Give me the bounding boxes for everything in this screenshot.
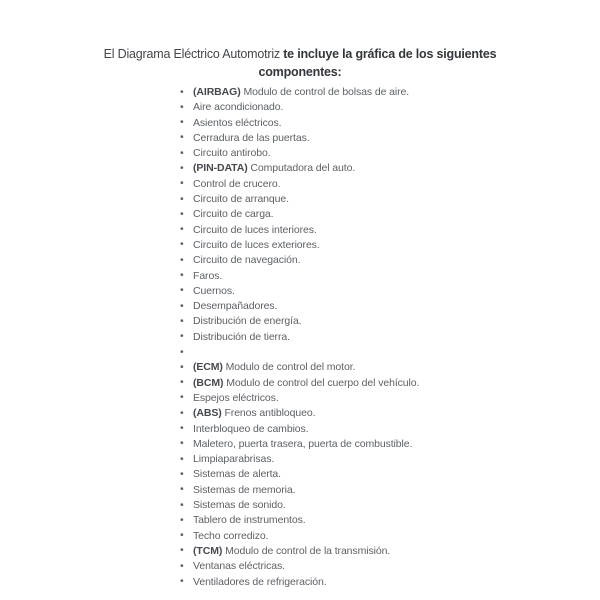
item-text: Espejos eléctricos. xyxy=(193,391,279,404)
item-text: Circuito antirobo. xyxy=(193,147,271,160)
item-text: Faros. xyxy=(193,269,223,282)
list-item xyxy=(180,131,600,146)
list-item xyxy=(180,345,600,360)
item-text: Frenos antibloqueo. xyxy=(224,407,316,420)
list-item xyxy=(180,314,600,329)
bullet-icon: • xyxy=(180,391,184,404)
item-text: Maletero, puerta trasera, puerta de combustible. xyxy=(193,437,413,450)
list-item xyxy=(180,437,600,452)
item-text: Circuito de luces interiores. xyxy=(193,223,317,236)
bullet-icon: • xyxy=(180,452,184,465)
item-text: Computadora del auto. xyxy=(250,162,356,175)
item-bold-label: (BCM) xyxy=(193,376,227,389)
item-text: Cuernos. xyxy=(193,284,235,297)
list-item xyxy=(180,559,600,574)
title-line2: componentes: xyxy=(258,65,342,79)
list-item xyxy=(180,498,600,513)
list-item xyxy=(180,467,600,482)
bullet-icon: • xyxy=(180,223,184,236)
bullet-icon: • xyxy=(180,299,184,312)
bullet-icon: • xyxy=(180,360,184,373)
item-text: Tablero de instrumentos. xyxy=(193,514,306,527)
bullet-icon: • xyxy=(180,345,184,358)
bullet-icon: • xyxy=(180,575,184,587)
bullet-icon: • xyxy=(180,559,184,572)
item-text: Interbloqueo de cambios. xyxy=(193,422,309,435)
item-bold-label: (PIN-DATA) xyxy=(193,162,251,175)
item-text: Distribución de energía. xyxy=(193,315,302,328)
list-item xyxy=(180,116,600,131)
item-bold-label: (AIRBAG) xyxy=(193,86,244,98)
item-text: Ventanas eléctricas. xyxy=(193,560,285,573)
bullet-icon: • xyxy=(180,498,184,511)
item-bold-label: (ABS) xyxy=(193,407,225,420)
title-line1-regular: El Diagrama Eléctrico Automotriz xyxy=(103,47,284,61)
bullet-icon: • xyxy=(180,513,184,526)
bullet-icon: • xyxy=(180,330,184,343)
list-item xyxy=(180,100,600,115)
bullet-icon: • xyxy=(180,437,184,450)
item-bold-label: (TCM) xyxy=(193,544,226,557)
item-text: Asientos eléctricos. xyxy=(193,116,282,129)
item-text: Sistemas de alerta. xyxy=(193,468,281,481)
list-item xyxy=(180,544,600,559)
bullet-icon: • xyxy=(180,314,184,327)
bullet-icon: • xyxy=(180,146,184,159)
list-item xyxy=(180,192,600,207)
bullet-icon: • xyxy=(180,422,184,435)
item-text: Sistemas de memoria. xyxy=(193,483,296,496)
list-item xyxy=(180,391,600,406)
list-item xyxy=(180,207,600,222)
list-item xyxy=(180,299,600,314)
bullet-icon: • xyxy=(180,238,184,251)
list-item xyxy=(180,177,600,192)
item-text: Control de crucero. xyxy=(193,177,281,190)
item-text: Circuito de navegación. xyxy=(193,254,301,267)
item-text: Circuito de carga. xyxy=(193,208,274,221)
list-item xyxy=(180,161,600,176)
list-item xyxy=(180,452,600,467)
item-text: Distribución de tierra. xyxy=(193,330,290,343)
list-item xyxy=(180,376,600,391)
page-title xyxy=(60,45,540,81)
item-text: Modulo de control de la transmisión. xyxy=(225,544,391,557)
bullet-icon: • xyxy=(180,177,184,190)
list-item xyxy=(180,575,600,590)
list-item xyxy=(180,330,600,345)
bullet-icon: • xyxy=(180,529,184,542)
component-list xyxy=(180,85,600,590)
list-item xyxy=(180,360,600,375)
list-item xyxy=(180,146,600,161)
item-text: Circuito de arranque. xyxy=(193,193,289,206)
item-bold-label: (ECM) xyxy=(193,361,226,374)
list-item xyxy=(180,253,600,268)
bullet-icon: • xyxy=(180,376,184,389)
item-text: Techo corredizo. xyxy=(193,529,269,542)
list-item xyxy=(180,223,600,238)
list-item xyxy=(180,238,600,253)
item-text: Cerradura de las puertas. xyxy=(193,131,310,144)
bullet-icon: • xyxy=(180,192,184,205)
bullet-icon: • xyxy=(180,131,184,144)
bullet-icon: • xyxy=(180,253,184,266)
bullet-icon: • xyxy=(180,544,184,557)
item-text: Sistemas de sonido. xyxy=(193,499,286,512)
list-item xyxy=(180,269,600,284)
title-line1-bold: te incluye la gráfica de los siguientes xyxy=(283,47,497,61)
bullet-icon: • xyxy=(180,85,184,98)
item-text: Modulo de control de bolsas de aire. xyxy=(243,86,410,98)
bullet-icon: • xyxy=(180,269,184,282)
bullet-icon: • xyxy=(180,483,184,496)
item-text: Limpiaparabrisas. xyxy=(193,453,275,466)
item-text: Aire acondicionado. xyxy=(193,101,284,114)
list-item xyxy=(180,85,600,100)
bullet-icon: • xyxy=(180,406,184,419)
item-text: Ventiladores de refrigeración. xyxy=(193,575,327,588)
item-text: Desempañadores. xyxy=(193,300,278,313)
bullet-icon: • xyxy=(180,284,184,297)
bullet-icon: • xyxy=(180,161,184,174)
bullet-icon: • xyxy=(180,467,184,480)
list-item xyxy=(180,284,600,299)
item-text: Modulo de control del cuerpo del vehículo. xyxy=(226,376,420,389)
list-item xyxy=(180,483,600,498)
bullet-icon: • xyxy=(180,207,184,220)
title-line1 xyxy=(60,45,540,63)
bullet-icon: • xyxy=(180,116,184,129)
list-item xyxy=(180,406,600,421)
list-item xyxy=(180,529,600,544)
item-text: Modulo de control del motor. xyxy=(225,361,356,374)
list-item xyxy=(180,422,600,437)
list-item xyxy=(180,513,600,528)
bullet-icon: • xyxy=(180,100,184,113)
item-text: Circuito de luces exteriores. xyxy=(193,238,320,251)
